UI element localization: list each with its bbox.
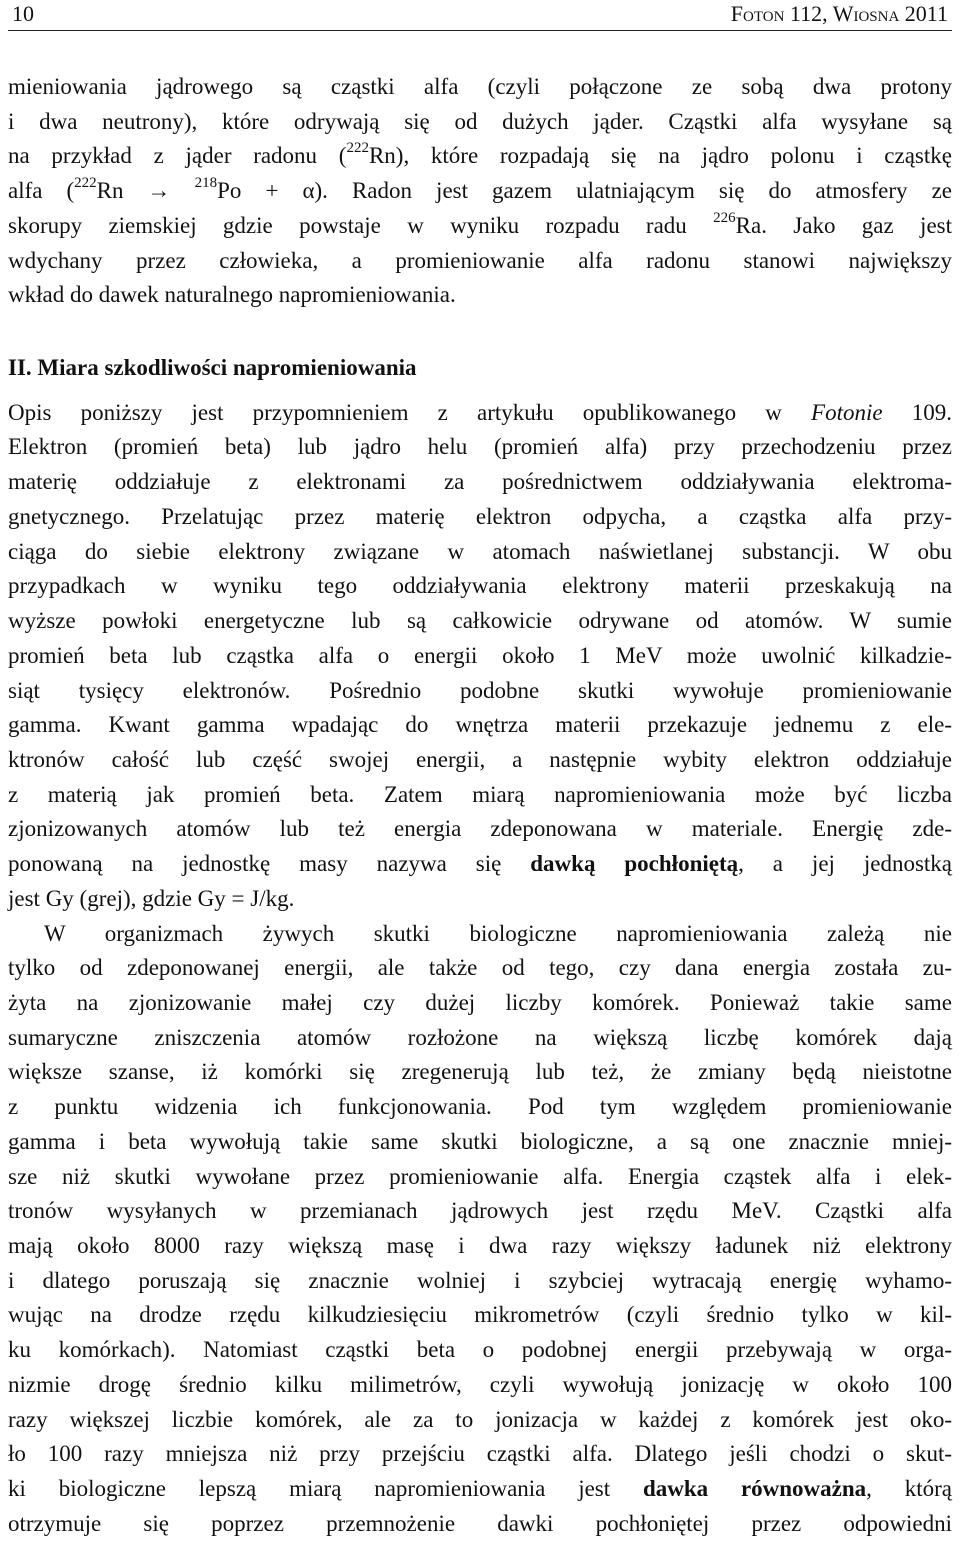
text-line [8,882,952,917]
paragraph-1 [8,430,952,847]
term-equivalent-dose: dawka równoważna [642,1476,867,1502]
text-line: żyta na zjonizowanie małej czy dużej liczby komórek. Ponieważ takie same [8,989,952,1015]
isotope-mass-radon: 222 [74,175,97,192]
isotope-mass-radon: 222 [346,140,369,157]
text-line: W organizmach żywych skutki biologiczne napromieniowania zależą nie [44,920,952,946]
text-span: Po + α). Radon jest gazem ulatniającym się do atmosfery ze [217,178,952,204]
text-line [8,847,952,882]
text-line: ktronów całość lub część swojej energii, a następnie wybity elektron oddziałuje [8,746,952,772]
journal-title: Foton 112, Wiosna 2011 [730,1,948,26]
text-line: siąt tysięcy elektronów. Pośrednio podobne skutki wywołuje promieniowanie [8,677,952,703]
spacer [8,386,952,396]
body-text [8,70,952,1541]
text-span: Ra. Jako gaz jest [735,212,952,238]
page-number: 10 [12,1,34,26]
text-line: gamma i beta wywołują takie same skutki biologiczne, a są one znacznie mniej- [8,1128,952,1154]
paragraph-2 [8,917,952,1473]
text-line: z materią jak promień beta. Zatem miarą napromieniowania może być liczba [8,781,952,807]
text-span: Opis poniższy jest przypomnieniem z artykułu opublikowanego w [8,399,812,425]
text-line: ciąga do siebie elektrony związane w atomach naświetlanej substancji. W obu [8,538,952,564]
text-span: Rn → [96,178,195,204]
section-heading: II. Miara szkodliwości napromieniowania [8,355,417,381]
text-line: ku komórkach). Natomiast cząstki beta o podobnej energii przebywają w orga- [8,1337,952,1363]
spacer [8,313,952,351]
text-span: alfa ( [8,178,75,204]
text-line: przypadkach w wyniku tego oddziaływania elektrony materii przeskakują na [8,573,952,599]
text-span: skorupy ziemskiej gdzie powstaje w wyniku rozpadu radu [8,212,714,238]
text-span: , którą [866,1476,952,1502]
text-span: 109. [882,399,952,425]
text-line: nizmie drogę średnio kilku milimetrów, czyli wywołują jonizację w około 100 [8,1371,952,1397]
text-line [8,244,952,279]
text-line [8,209,952,244]
text-line: tronów wysyłanych w przemianach jądrowych jest rzędu MeV. Cząstki alfa [8,1198,952,1224]
text-line: materię oddziałuje z elektronami za pośrednictwem oddziaływania elektroma- [8,469,952,495]
decay-equation-line [8,174,952,209]
text-line [8,70,952,105]
text-line: większe szanse, iż komórki się zregenerują lub też, że zmiany będą nieistotne [8,1059,952,1085]
text-line: gnetycznego. Przelatując przez materię elektron odpycha, a cząstka alfa przy- [8,503,952,529]
isotope-mass-radium: 226 [713,209,736,226]
text-line [8,278,952,313]
text-span: otrzymuje się poprzez przemnożenie dawki pochłoniętej przez odpowiedni [8,1510,952,1536]
text-span: i dwa neutrony), które odrywają się od dużych jąder. Cząstki alfa wysyłane są [8,108,952,134]
text-span: wdychany przez człowieka, a promieniowanie alfa radonu stanowi największy [8,247,952,273]
text-line: i dlatego poruszają się znacznie wolniej i szybciej wytracają energię wyhamo- [8,1267,952,1293]
text-line: sze niż skutki wywołane przez promieniowanie alfa. Energia cząstek alfa i elek- [8,1163,952,1189]
text-line [8,396,952,431]
text-span: wkład do dawek naturalnego napromieniowania. [8,282,456,308]
text-span: ponowaną na jednostkę masy nazywa się [8,851,531,877]
text-line: sumaryczne zniszczenia atomów rozłożone na większą liczbę komórek dają [8,1024,952,1050]
text-line: wując na drodze rzędu kilkudziesięciu mikrometrów (czyli średnio tylko w kil- [8,1302,952,1328]
text-line: mają około 8000 razy większą masę i dwa razy większy ładunek niż elektrony [8,1233,952,1258]
text-span: mieniowania jądrowego są cząstki alfa (czyli połączone ze sobą dwa protony [8,74,952,99]
text-line: zjonizowanych atomów lub też energia zdeponowana w materiale. Energię zde- [8,816,952,842]
text-line [8,1507,952,1541]
text-line: ło 100 razy mniejsza niż przy przejściu cząstki alfa. Dlatego jeśli chodzi o skut- [8,1441,952,1467]
text-line: promień beta lub cząstka alfa o energii około 1 MeV może uwolnić kilkadzie- [8,642,952,668]
journal-reference: Fotonie [811,399,883,425]
text-span: ki biologiczne lepszą miarą napromieniowania jest [8,1476,643,1502]
text-line: tylko od zdeponowanej energii, ale także od tego, czy dana energia została zu- [8,955,952,981]
text-span: , a jej jednostką [738,851,952,877]
text-line [8,139,952,174]
text-line [8,105,952,140]
text-line [8,1472,952,1507]
text-line: z punktu widzenia ich funkcjonowania. Pod tym względem promieniowanie [8,1094,952,1120]
running-header [8,0,952,31]
isotope-mass-polonium: 218 [194,175,218,192]
term-absorbed-dose: dawką pochłoniętą [530,851,739,877]
text-span: Rn), które rozpadają się na jądro polonu i cząstkę [368,143,952,169]
text-line: Elektron (promień beta) lub jądro helu (promień alfa) przy przechodzeniu przez [8,434,952,460]
text-span: na przykład z jąder radonu ( [8,143,347,169]
text-line: gamma. Kwant gamma wpadając do wnętrza materii przekazuje jednemu z ele- [8,712,952,738]
text-line: wyższe powłoki energetyczne lub są całkowicie odrywane od atomów. W sumie [8,608,952,634]
text-span: jest Gy (grej), gdzie Gy = J/kg. [8,885,295,911]
text-line: razy większej liczbie komórek, ale za to jonizacja w każdej z komórek jest oko- [8,1406,952,1432]
